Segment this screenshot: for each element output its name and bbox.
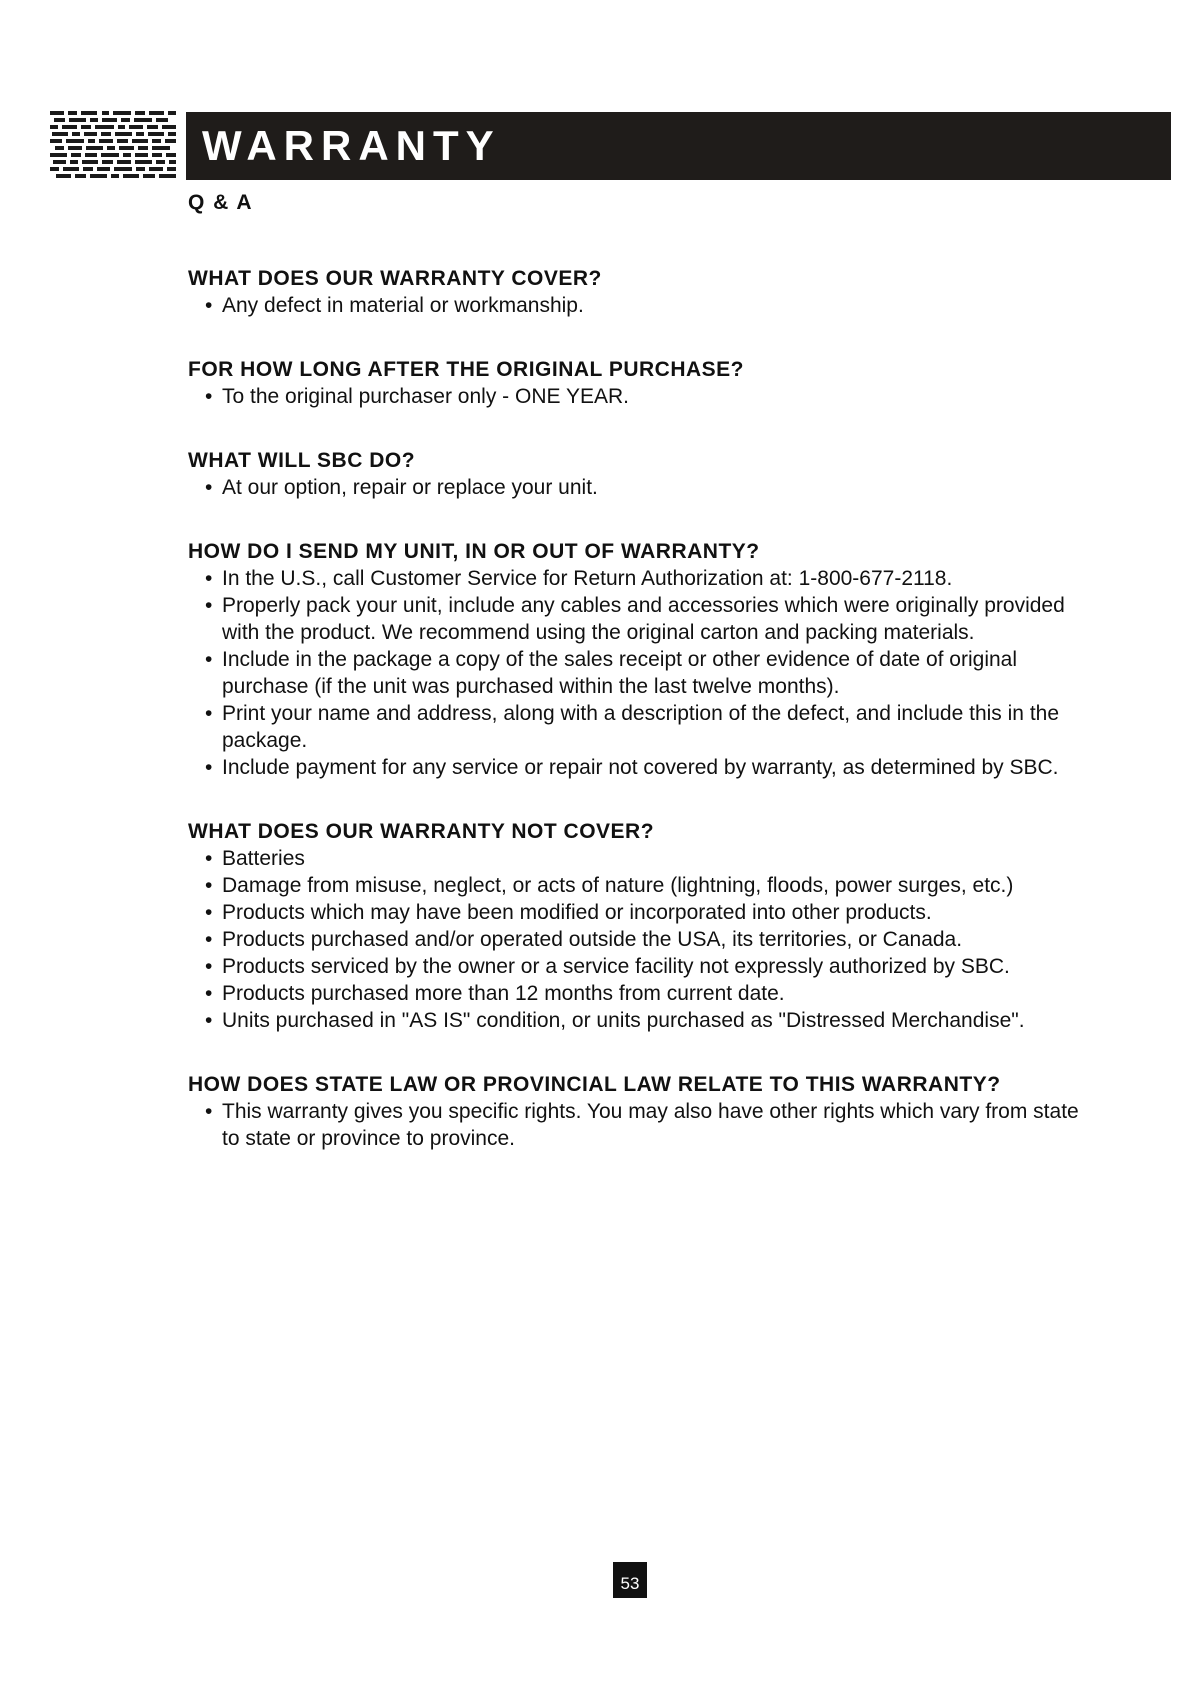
bullet-icon: • [205, 874, 213, 897]
qa-section [188, 538, 1088, 781]
answer-text: Print your name and address, along with a description of the defect, and include this in the package. [222, 702, 1060, 752]
answer-item [188, 872, 1088, 899]
page-number: 53 [613, 1562, 647, 1598]
answer-text: Products serviced by the owner or a service facility not expressly authorized by SBC. [222, 955, 1010, 978]
answer-item [188, 926, 1088, 953]
bullet-icon: • [205, 294, 213, 317]
bullet-icon: • [205, 901, 213, 924]
answer-item [188, 980, 1088, 1007]
answer-item [188, 474, 1088, 501]
answer-item [188, 592, 1088, 646]
answer-item [188, 646, 1088, 700]
bullet-icon: • [205, 1100, 213, 1123]
answer-text: To the original purchaser only - ONE YEAR. [222, 385, 629, 408]
answer-item [188, 845, 1088, 872]
bullet-icon: • [205, 648, 213, 671]
qa-section [188, 447, 1088, 501]
question-heading: WHAT WILL SBC DO? [188, 449, 416, 472]
qa-content [188, 265, 1088, 1189]
bullet-icon: • [205, 385, 213, 408]
answer-text: This warranty gives you specific rights. You may also have other rights which vary from state to state or province to province. [222, 1100, 1079, 1150]
answer-list [188, 292, 1088, 319]
bullet-icon: • [205, 955, 213, 978]
answer-list [188, 565, 1088, 781]
question-heading: HOW DO I SEND MY UNIT, IN OR OUT OF WARRANTY? [188, 540, 760, 563]
qa-section [188, 265, 1088, 319]
answer-text: In the U.S., call Customer Service for Return Authorization at: 1-800-677-2118. [222, 567, 953, 590]
bullet-icon: • [205, 982, 213, 1005]
qa-label: Q & A [188, 191, 254, 214]
answer-text: Any defect in material or workmanship. [222, 294, 584, 317]
bullet-icon: • [205, 756, 213, 779]
answer-list [188, 474, 1088, 501]
bullet-icon: • [205, 476, 213, 499]
answer-item [188, 1098, 1088, 1152]
header-decorative-pattern [50, 111, 176, 181]
answer-item [188, 953, 1088, 980]
question-heading: FOR HOW LONG AFTER THE ORIGINAL PURCHASE? [188, 358, 744, 381]
answer-item [188, 754, 1088, 781]
answer-list [188, 383, 1088, 410]
bullet-icon: • [205, 594, 213, 617]
answer-item [188, 700, 1088, 754]
qa-section [188, 1071, 1088, 1152]
bullet-icon: • [205, 928, 213, 951]
qa-section [188, 818, 1088, 1034]
answer-text: Units purchased in "AS IS" condition, or units purchased as "Distressed Merchandise". [222, 1009, 1025, 1032]
answer-text: At our option, repair or replace your unit. [222, 476, 598, 499]
answer-text: Products which may have been modified or incorporated into other products. [222, 901, 932, 924]
question-heading: WHAT DOES OUR WARRANTY COVER? [188, 267, 602, 290]
qa-section [188, 356, 1088, 410]
answer-text: Damage from misuse, neglect, or acts of nature (lightning, floods, power surges, etc.) [222, 874, 1014, 897]
answer-list [188, 1098, 1088, 1152]
answer-item [188, 383, 1088, 410]
answer-text: Batteries [222, 847, 305, 870]
answer-item [188, 899, 1088, 926]
answer-text: Include in the package a copy of the sales receipt or other evidence of date of original purchase (if the unit was purchased within the last twelve months). [222, 648, 1018, 698]
answer-item [188, 565, 1088, 592]
answer-item [188, 292, 1088, 319]
answer-item [188, 1007, 1088, 1034]
question-heading: HOW DOES STATE LAW OR PROVINCIAL LAW RELATE TO THIS WARRANTY? [188, 1073, 1001, 1096]
page-title: WARRANTY [202, 122, 501, 169]
answer-text: Properly pack your unit, include any cables and accessories which were originally provided with the product. We recommend using the original carton and packing materials. [222, 594, 1065, 644]
question-heading: WHAT DOES OUR WARRANTY NOT COVER? [188, 820, 655, 843]
answer-text: Products purchased and/or operated outside the USA, its territories, or Canada. [222, 928, 963, 951]
bullet-icon: • [205, 567, 213, 590]
bullet-icon: • [205, 847, 213, 870]
answer-text: Include payment for any service or repair not covered by warranty, as determined by SBC. [222, 756, 1059, 779]
answer-text: Products purchased more than 12 months from current date. [222, 982, 785, 1005]
bullet-icon: • [205, 1009, 213, 1032]
bullet-icon: • [205, 702, 213, 725]
answer-list [188, 845, 1088, 1034]
